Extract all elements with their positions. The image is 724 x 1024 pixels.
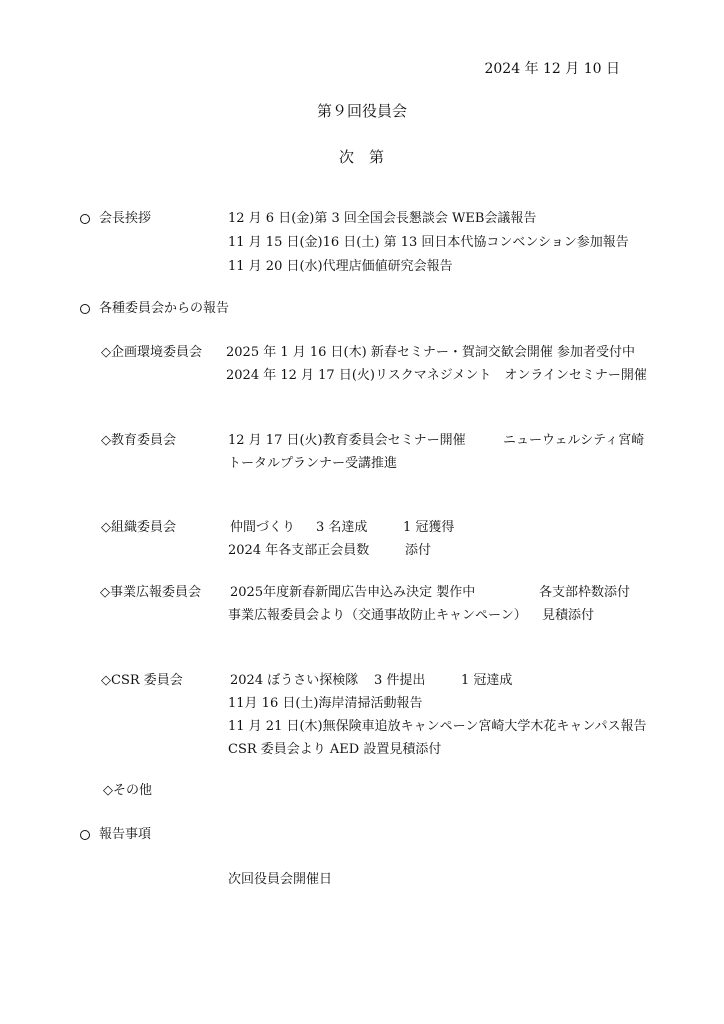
subtitle-char: 第: [369, 148, 386, 166]
section-heading-committees: 各種委員会からの報告: [99, 301, 230, 316]
greeting-line: 11 月 20 日(水)代理店価値研究会報告: [228, 259, 453, 274]
committee-csr-name: ◇CSR 委員会: [101, 673, 183, 688]
organization-line: 1 冠獲得: [403, 520, 455, 535]
csr-line: 11 月 21 日(木)無保険車追放キャンペーン宮崎大学木花キャンパス報告: [228, 719, 647, 734]
csr-line: 1 冠達成: [461, 673, 513, 688]
committee-organization-name: ◇組織委員会: [101, 520, 176, 535]
csr-line: 11月 16 日(土)海岸清掃活動報告: [228, 696, 423, 711]
pr-line: 事業広報委員会より（交通事故防止キャンペーン）: [228, 608, 527, 623]
csr-line: 2024 ぼうさい探検隊: [230, 673, 359, 688]
organization-line: 2024 年各支部正会員数: [228, 543, 370, 558]
report-line: 次回役員会開催日: [228, 872, 333, 887]
document-date: 2024 年 12 月 10 日: [484, 61, 620, 77]
organization-line: 添付: [405, 543, 432, 558]
greeting-line: 11 月 15 日(金)16 日(土) 第 13 回日本代協コンベンション参加報告: [228, 235, 629, 250]
planning-line: 2024 年 12 月 17 日(火)リスクマネジメント オンラインセミナー開催: [226, 368, 647, 383]
subtitle-char: 次: [338, 148, 355, 166]
pr-line: 2025年度新春新聞広告申込み決定 製作中: [230, 585, 476, 600]
education-line: ニューウェルシティ宮崎: [503, 433, 645, 448]
pr-line: 見積添付: [542, 608, 595, 623]
planning-line: 2025 年 1 月 16 日(木) 新春セミナー・賀詞交歓会開催 参加者受付中: [226, 345, 635, 360]
pr-line: 各支部枠数添付: [539, 585, 631, 600]
committee-pr-name: ◇事業広報委員会: [100, 585, 201, 600]
csr-line: 3 件提出: [374, 673, 426, 688]
organization-line: 仲間づくり: [230, 520, 296, 535]
document-subtitle: [0, 149, 724, 165]
committee-planning-name: ◇企画環境委員会: [101, 345, 202, 360]
education-line: トータルプランナー受講推進: [228, 456, 398, 471]
circle-bullet-icon: [80, 304, 90, 314]
organization-line: 3 名達成: [316, 520, 368, 535]
circle-bullet-icon: [80, 830, 90, 840]
education-line: 12 月 17 日(火)教育委員会セミナー開催: [228, 433, 466, 448]
committee-education-name: ◇教育委員会: [101, 433, 176, 448]
csr-line: CSR 委員会より AED 設置見積添付: [228, 742, 442, 757]
committee-other-name: ◇その他: [103, 783, 152, 798]
circle-bullet-icon: [80, 214, 90, 224]
section-heading-greeting: 会長挨拶: [99, 211, 152, 226]
section-heading-report: 報告事項: [99, 827, 152, 842]
document-title: 第９回役員会: [316, 102, 407, 120]
greeting-line: 12 月 6 日(金)第 3 回全国会長懇談会 WEB会議報告: [228, 211, 537, 226]
